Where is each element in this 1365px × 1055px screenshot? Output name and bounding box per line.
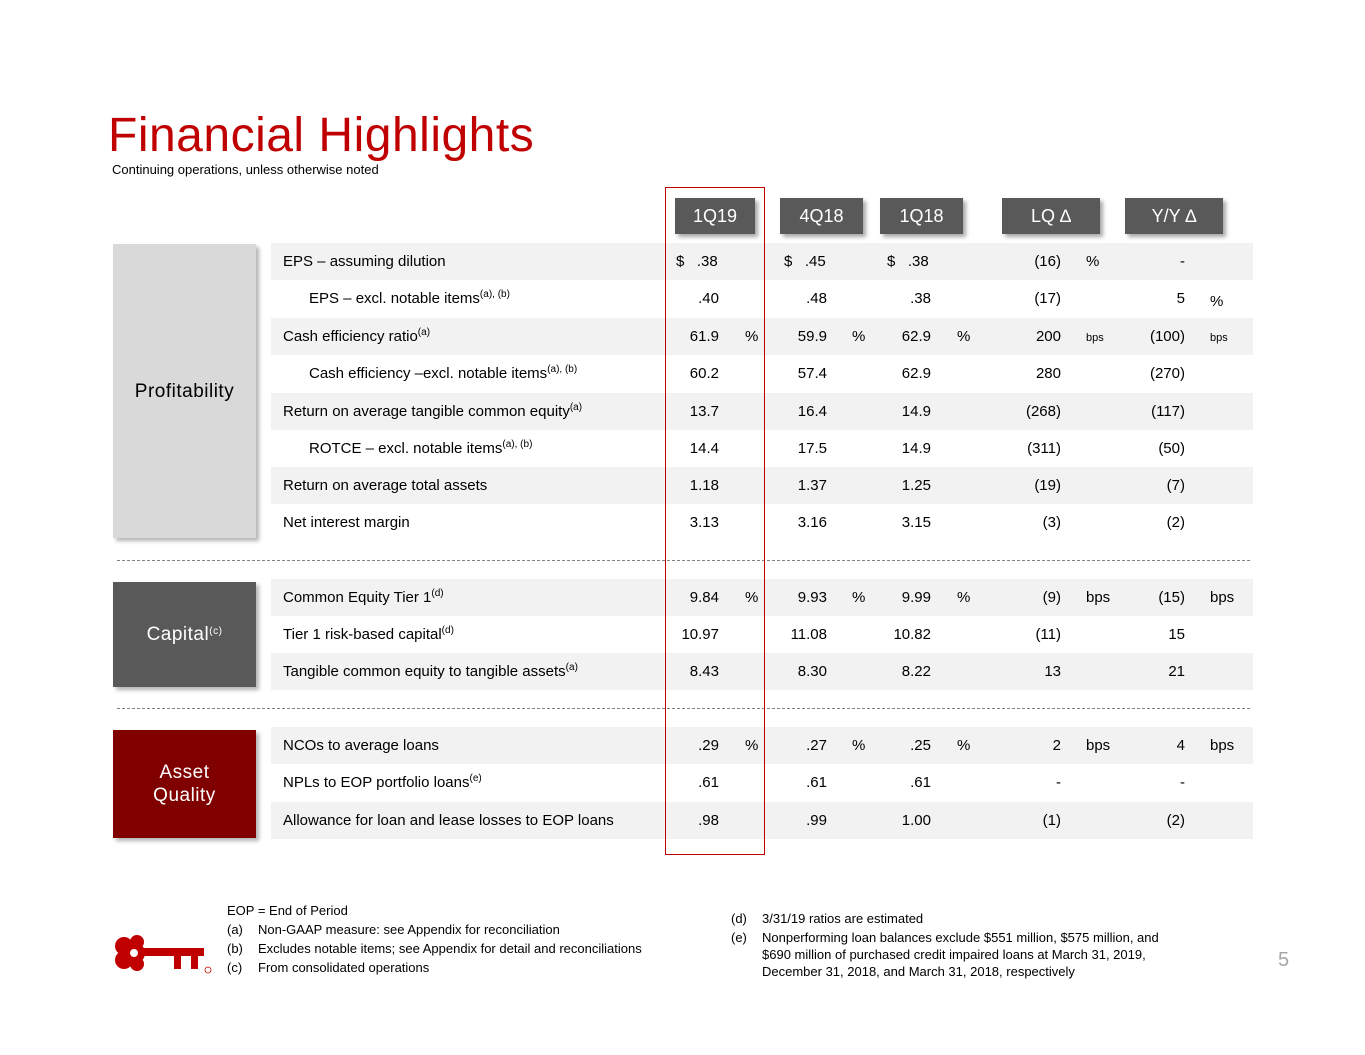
page-number: 5 (1278, 949, 1290, 971)
value-1q18: .25 (910, 737, 931, 754)
unit-yy: bps (1210, 737, 1235, 754)
row-label-sup: (e) (469, 773, 482, 784)
value-yy: (7) (1166, 477, 1185, 494)
row-label: Return on average total assets (283, 477, 488, 494)
row-label (309, 280, 510, 317)
value-1q18: 9.99 (901, 589, 931, 606)
value-1q18: 10.82 (893, 626, 931, 643)
row-label (309, 355, 577, 392)
column-header-1q18: 1Q18 (880, 198, 963, 234)
unit-1q18: % (957, 737, 971, 754)
unit-yy: bps (1210, 589, 1235, 606)
value-1q19: .98 (698, 812, 719, 829)
value-4q18: 16.4 (797, 403, 827, 420)
table-row (271, 616, 1253, 653)
row-label-sup: (a) (569, 402, 583, 413)
row-label (283, 653, 578, 690)
value-4q18: 3.16 (797, 514, 827, 531)
row-label (283, 318, 430, 355)
footnote-b-tag: (b) (227, 941, 243, 956)
value-1q19: 14.4 (689, 440, 719, 457)
value-1q18: 1.00 (901, 812, 931, 829)
row-label-text: Cash efficiency ratio (283, 328, 418, 345)
footnote-c-text: From consolidated operations (258, 960, 430, 975)
value-1q19: 8.43 (689, 663, 719, 680)
section-capital (113, 582, 256, 687)
value-1q19: 61.9 (689, 328, 719, 345)
value-lq: (311) (1027, 440, 1061, 457)
column-header-yy-delta: Y/Y ∆ (1125, 198, 1223, 234)
table-row (271, 764, 1253, 801)
value-1q19: 10.97 (681, 626, 719, 643)
value-1q19: .29 (698, 737, 719, 754)
row-label: NCOs to average loans (283, 737, 439, 754)
unit-lq: bps (1086, 589, 1111, 606)
unit-4q18: % (852, 328, 866, 345)
unit-1q18: % (957, 328, 971, 345)
value-1q19: 60.2 (689, 365, 719, 382)
column-header-4q18: 4Q18 (780, 198, 863, 234)
value-1q19: 13.7 (689, 403, 719, 420)
value-4q18: 59.9 (797, 328, 827, 345)
section-capital-label (147, 623, 223, 646)
row-label-sup: (d) (441, 625, 454, 636)
row-label-sup: (a), (b) (502, 439, 533, 450)
value-lq: (1) (1042, 812, 1061, 829)
footnote-c (227, 960, 429, 975)
page-subtitle: Continuing operations, unless otherwise noted (112, 162, 379, 177)
footnote-e-line3: December 31, 2018, and March 31, 2018, respectively (762, 964, 1075, 979)
section-asset-quality (113, 730, 256, 838)
value-4q18: 11.08 (790, 626, 827, 643)
unit-1q19: % (745, 737, 759, 754)
value-4q18: 9.93 (797, 589, 827, 606)
footnote-d (731, 911, 923, 926)
table-row (271, 579, 1253, 616)
footnote-b (227, 941, 642, 956)
section-asset-quality-label (153, 761, 216, 807)
value-yy: 5 (1176, 290, 1185, 307)
row-label (283, 393, 582, 430)
value-1q18: 3.15 (901, 514, 931, 531)
section-divider (117, 708, 1250, 709)
row-label (309, 430, 532, 467)
section-asset-quality-line1: Asset (159, 762, 210, 783)
value-yy: - (1180, 253, 1185, 270)
section-capital-sup: (c) (209, 626, 223, 637)
column-header-lq-delta: LQ ∆ (1002, 198, 1100, 234)
value-1q19: 3.13 (689, 514, 719, 531)
value-1q18: 62.9 (901, 365, 931, 382)
table-row (271, 467, 1253, 504)
row-label-text: EPS – excl. notable items (309, 290, 480, 307)
value-lq: (19) (1034, 477, 1061, 494)
unit-1q19: % (745, 589, 759, 606)
footnote-d-tag: (d) (731, 911, 747, 926)
unit-lq: bps (1086, 332, 1104, 344)
unit-lq: % (1086, 253, 1100, 270)
footnote-a-text: Non-GAAP measure: see Appendix for reconciliation (258, 922, 560, 937)
footnote-e-text-1: Nonperforming loan balances exclude $551 million, $575 million, and (762, 930, 1159, 945)
table-row (271, 504, 1253, 541)
row-label: Allowance for loan and lease losses to EOP loans (283, 812, 614, 829)
footnote-a (227, 922, 560, 937)
section-divider (117, 560, 1250, 561)
unit-yy: bps (1210, 332, 1228, 344)
row-label: EPS – assuming dilution (283, 253, 446, 270)
value-yy: 21 (1168, 663, 1185, 680)
value-1q18: 14.9 (901, 440, 931, 457)
value-1q18: .38 (910, 290, 931, 307)
value-4q18: 1.37 (797, 477, 827, 494)
row-label-text: Cash efficiency –excl. notable items (309, 365, 548, 382)
value-lq: 2 (1052, 737, 1061, 754)
row-label-text: Tangible common equity to tangible assets (283, 663, 566, 680)
footnote-e (731, 930, 1159, 945)
page-title: Financial Highlights (108, 109, 535, 162)
value-yy: (100) (1149, 328, 1185, 345)
footnote-d-text: 3/31/19 ratios are estimated (762, 911, 924, 926)
value-4q18: 57.4 (797, 365, 827, 382)
section-capital-text: Capital (146, 624, 210, 645)
value-lq: (3) (1042, 514, 1061, 531)
table-row (271, 393, 1253, 430)
value-1q19: 1.18 (689, 477, 719, 494)
value-yy: 4 (1176, 737, 1185, 754)
unit-yy: % (1210, 293, 1224, 310)
row-label-text: Return on average tangible common equity (283, 403, 570, 420)
unit-4q18: % (852, 737, 866, 754)
row-label-sup: (d) (431, 588, 444, 599)
row-label (283, 579, 444, 616)
value-yy: (117) (1151, 403, 1185, 420)
unit-1q19: % (745, 328, 759, 345)
value-4q18: $ .45 (784, 253, 826, 270)
value-1q18: .61 (910, 774, 931, 791)
unit-lq: bps (1086, 737, 1111, 754)
row-label: Net interest margin (283, 514, 410, 531)
table-row (271, 727, 1253, 764)
section-profitability (113, 244, 256, 538)
value-lq: - (1056, 774, 1061, 791)
value-yy: (2) (1166, 514, 1185, 531)
footnote-c-tag: (c) (227, 960, 243, 975)
value-yy: - (1180, 774, 1185, 791)
table-row (271, 653, 1253, 690)
value-yy: (270) (1149, 365, 1185, 382)
value-1q19: 9.84 (689, 589, 719, 606)
value-1q18: $ .38 (887, 253, 929, 270)
unit-4q18: % (852, 589, 866, 606)
footnote-a-tag: (a) (227, 922, 243, 937)
value-1q18: 8.22 (901, 663, 931, 680)
row-label-sup: (a) (565, 662, 578, 673)
key-logo-icon (112, 931, 212, 975)
value-lq: (17) (1034, 290, 1061, 307)
row-label-sup: (a), (b) (547, 364, 578, 375)
footnote-eop: EOP = End of Period (227, 903, 348, 918)
section-profitability-label: Profitability (134, 380, 235, 402)
value-4q18: .61 (806, 774, 827, 791)
table-row (271, 355, 1253, 392)
value-yy: (2) (1166, 812, 1185, 829)
footnote-e-line2: $690 million of purchased credit impaired loans at March 31, 2019, (762, 947, 1146, 962)
value-yy: 15 (1168, 626, 1185, 643)
section-asset-quality-line2: Quality (153, 785, 216, 806)
row-label-text: ROTCE – excl. notable items (309, 440, 503, 457)
row-label (283, 616, 454, 653)
table-row (271, 280, 1253, 317)
row-label-text: Common Equity Tier 1 (283, 589, 432, 606)
row-label (283, 764, 482, 801)
value-1q19: .40 (698, 290, 719, 307)
value-yy: (15) (1158, 589, 1185, 606)
table-row (271, 243, 1253, 280)
value-1q18: 14.9 (901, 403, 931, 420)
unit-1q18: % (957, 589, 971, 606)
value-4q18: .27 (806, 737, 827, 754)
row-label-sup: (a), (b) (479, 289, 510, 300)
value-4q18: .99 (806, 812, 827, 829)
value-lq: (11) (1035, 626, 1061, 643)
footnote-b-text: Excludes notable items; see Appendix for detail and reconciliations (258, 941, 642, 956)
column-header-1q19: 1Q19 (675, 198, 755, 234)
value-lq: 200 (1035, 328, 1061, 345)
value-lq: (268) (1025, 403, 1061, 420)
footnote-e-tag: (e) (731, 930, 747, 945)
value-yy: (50) (1158, 440, 1185, 457)
value-1q18: 1.25 (901, 477, 931, 494)
value-1q18: 62.9 (901, 328, 931, 345)
value-lq: 13 (1044, 663, 1061, 680)
value-1q19: .61 (698, 774, 719, 791)
value-4q18: 8.30 (797, 663, 827, 680)
row-label-text: Tier 1 risk-based capital (283, 626, 442, 643)
value-4q18: .48 (806, 290, 827, 307)
value-lq: (9) (1042, 589, 1061, 606)
value-1q19: $ .38 (676, 253, 718, 270)
value-lq: (16) (1034, 253, 1061, 270)
row-label-sup: (a) (417, 327, 431, 338)
value-4q18: 17.5 (797, 440, 827, 457)
row-label-text: NPLs to EOP portfolio loans (283, 774, 470, 791)
table-row (271, 802, 1253, 839)
table-row (271, 430, 1253, 467)
table-row (271, 318, 1253, 355)
value-lq: 280 (1035, 365, 1061, 382)
